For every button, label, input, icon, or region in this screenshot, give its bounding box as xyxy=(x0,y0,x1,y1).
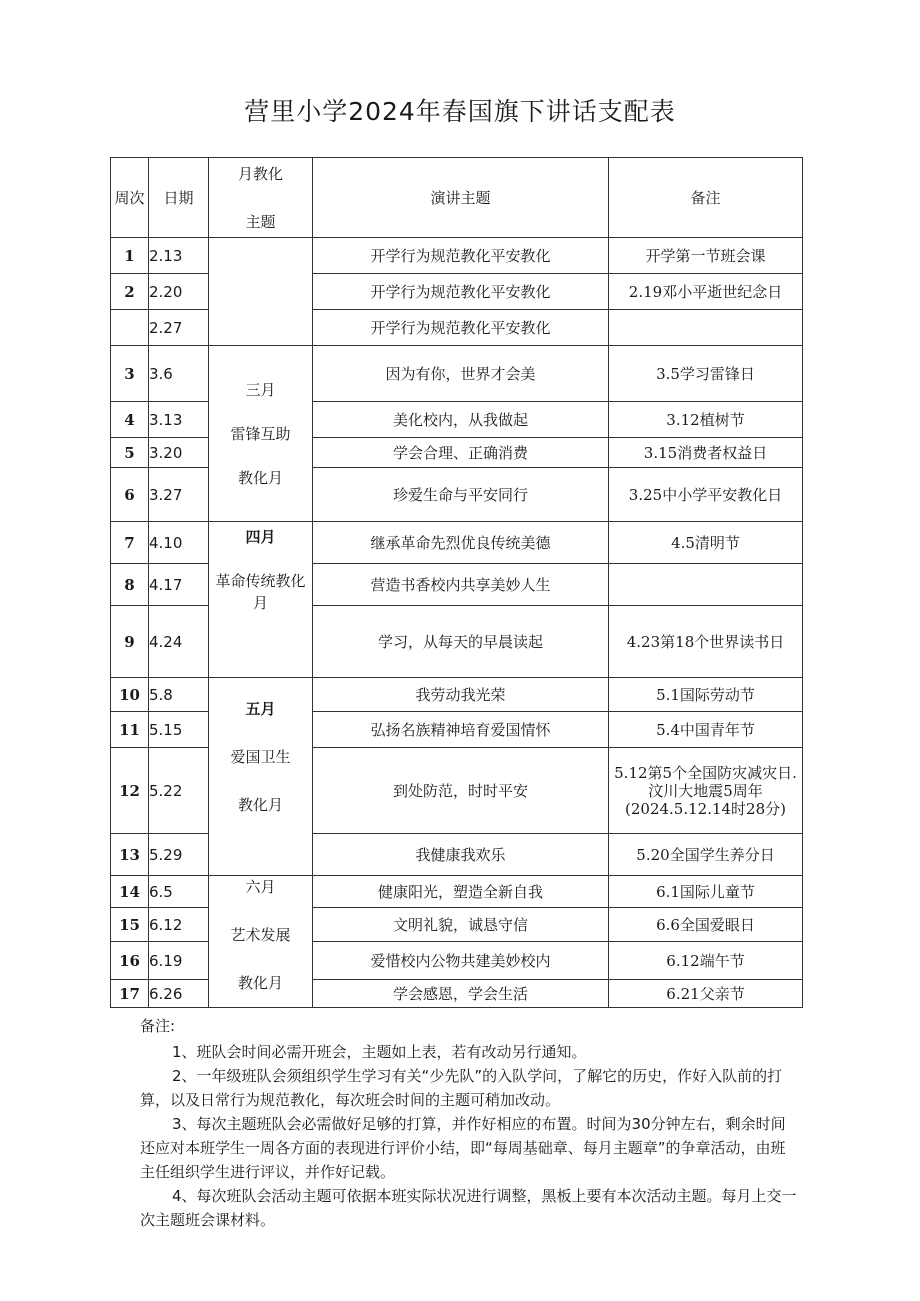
note-cell xyxy=(609,748,803,834)
date-cell: 3.6 xyxy=(149,346,209,402)
note-cell: 3.5学习雷锋日 xyxy=(609,346,803,402)
table-row xyxy=(111,876,803,908)
note-cell: 5.1国际劳动节 xyxy=(609,678,803,712)
notes-label: 备注: xyxy=(140,1017,176,1035)
topic-cell: 学会感恩，学会生活 xyxy=(313,980,609,1008)
note-cell: 3.25中小学平安教化日 xyxy=(609,468,803,522)
week-cell: 5 xyxy=(111,438,149,468)
month-april-line2: 革命传统教化 xyxy=(215,572,306,590)
date-cell: 3.20 xyxy=(149,438,209,468)
date-cell: 2.13 xyxy=(149,238,209,274)
note-item-4: 4、每次班队会活动主题可依据本班实际状况进行调整，黑板上要有本次活动主题。每月上交一次主题班会课材料。 xyxy=(140,1187,797,1229)
topic-cell: 弘扬名族精神培育爱国情怀 xyxy=(313,712,609,748)
week-cell: 13 xyxy=(111,834,149,876)
header-date: 日期 xyxy=(149,158,209,238)
date-cell: 6.5 xyxy=(149,876,209,908)
topic-cell: 学会合理、正确消费 xyxy=(313,438,609,468)
date-cell: 5.29 xyxy=(149,834,209,876)
schedule-table xyxy=(110,157,803,1008)
date-cell: 3.27 xyxy=(149,468,209,522)
week-cell: 2 xyxy=(111,274,149,310)
topic-cell: 开学行为规范教化平安教化 xyxy=(313,274,609,310)
week-cell: 16 xyxy=(111,942,149,980)
month-theme-feb xyxy=(209,238,313,346)
topic-cell: 因为有你，世界才会美 xyxy=(313,346,609,402)
date-cell: 6.26 xyxy=(149,980,209,1008)
note-cell: 5.20全国学生养分日 xyxy=(609,834,803,876)
date-cell: 4.24 xyxy=(149,606,209,678)
topic-cell: 我健康我欢乐 xyxy=(313,834,609,876)
header-month-line2: 主题 xyxy=(245,212,276,231)
note-cell: 3.12植树节 xyxy=(609,402,803,438)
notes-section xyxy=(140,1014,800,1232)
month-june-line3: 教化月 xyxy=(237,974,283,992)
month-theme-june xyxy=(209,876,313,1008)
note-cell: 6.6全国爱眼日 xyxy=(609,908,803,942)
header-week: 周次 xyxy=(111,158,149,238)
topic-cell: 健康阳光，塑造全新自我 xyxy=(313,876,609,908)
table-header-row xyxy=(111,158,803,238)
date-cell: 2.20 xyxy=(149,274,209,310)
month-theme-march xyxy=(209,346,313,522)
topic-cell: 继承革命先烈优良传统美德 xyxy=(313,522,609,564)
topic-cell: 爱惜校内公物共建美妙校内 xyxy=(313,942,609,980)
topic-cell: 营造书香校内共享美妙人生 xyxy=(313,564,609,606)
note-cell: 2.19邓小平逝世纪念日 xyxy=(609,274,803,310)
header-topic: 演讲主题 xyxy=(313,158,609,238)
week-cell: 12 xyxy=(111,748,149,834)
month-june-line2: 艺术发展 xyxy=(230,926,291,944)
date-cell: 6.19 xyxy=(149,942,209,980)
table-row xyxy=(111,678,803,712)
month-may-line2: 爱国卫生 xyxy=(230,748,291,766)
date-cell: 5.22 xyxy=(149,748,209,834)
note-line: (2024.5.12.14时28分) xyxy=(625,799,786,818)
header-month-theme xyxy=(209,158,313,238)
date-cell: 2.27 xyxy=(149,310,209,346)
topic-cell: 开学行为规范教化平安教化 xyxy=(313,238,609,274)
month-may-line3: 教化月 xyxy=(237,796,283,814)
note-cell: 6.12端午节 xyxy=(609,942,803,980)
month-may-line1: 五月 xyxy=(245,700,276,718)
week-cell: 10 xyxy=(111,678,149,712)
table-row xyxy=(111,238,803,274)
note-cell: 4.5清明节 xyxy=(609,522,803,564)
note-line: 5.12第5个全国防灾减灾日. xyxy=(614,763,797,782)
header-note: 备注 xyxy=(609,158,803,238)
table-row xyxy=(111,346,803,402)
note-cell: 6.21父亲节 xyxy=(609,980,803,1008)
topic-cell: 学习，从每天的早晨读起 xyxy=(313,606,609,678)
date-cell: 4.10 xyxy=(149,522,209,564)
week-cell: 1 xyxy=(111,238,149,274)
date-cell: 4.17 xyxy=(149,564,209,606)
note-cell: 3.15消费者权益日 xyxy=(609,438,803,468)
topic-cell: 我劳动我光荣 xyxy=(313,678,609,712)
month-theme-may xyxy=(209,678,313,876)
date-cell: 5.15 xyxy=(149,712,209,748)
week-cell: 11 xyxy=(111,712,149,748)
month-april-line3: 月 xyxy=(252,594,268,612)
month-march-line1: 三月 xyxy=(245,380,276,399)
week-cell: 7 xyxy=(111,522,149,564)
header-month-line1: 月教化 xyxy=(237,164,283,183)
month-april-line1: 四月 xyxy=(245,528,276,546)
topic-cell: 美化校内，从我做起 xyxy=(313,402,609,438)
week-cell: 15 xyxy=(111,908,149,942)
note-line: 汶川大地震5周年 xyxy=(648,781,763,800)
topic-cell: 到处防范，时时平安 xyxy=(313,748,609,834)
note-item-2: 2、一年级班队会须组织学生学习有关“少先队”的入队学问，了解它的历史，作好入队前的打算，以及日常行为规范教化，每次班会时间的主题可稍加改动。 xyxy=(140,1067,783,1109)
week-cell: 4 xyxy=(111,402,149,438)
note-cell: 6.1国际儿童节 xyxy=(609,876,803,908)
note-item-1: 1、班队会时间必需开班会，主题如上表，若有改动另行通知。 xyxy=(172,1043,587,1061)
week-cell: 17 xyxy=(111,980,149,1008)
month-theme-april xyxy=(209,522,313,678)
week-cell: 9 xyxy=(111,606,149,678)
week-cell: 6 xyxy=(111,468,149,522)
date-cell: 5.8 xyxy=(149,678,209,712)
table-row xyxy=(111,522,803,564)
date-cell: 3.13 xyxy=(149,402,209,438)
topic-cell: 文明礼貌，诚恳守信 xyxy=(313,908,609,942)
week-cell: 14 xyxy=(111,876,149,908)
week-cell xyxy=(111,310,149,346)
page-title: 营里小学2024年春国旗下讲话支配表 xyxy=(244,97,676,126)
date-cell: 6.12 xyxy=(149,908,209,942)
topic-cell: 珍爱生命与平安同行 xyxy=(313,468,609,522)
month-march-line3: 教化月 xyxy=(237,468,283,487)
note-cell: 5.4中国青年节 xyxy=(609,712,803,748)
week-cell: 8 xyxy=(111,564,149,606)
note-cell: 开学第一节班会课 xyxy=(609,238,803,274)
month-march-line2: 雷锋互助 xyxy=(230,424,291,443)
note-cell xyxy=(609,310,803,346)
note-cell xyxy=(609,564,803,606)
note-item-3: 3、每次主题班队会必需做好足够的打算，并作好相应的布置。时间为30分钟左右，剩余时间还应对本班学生一周各方面的表现进行评价小结，即“每周基础章、每月主题章”的争章活动，由班主任组织学生进行评议，并作好记载。 xyxy=(140,1115,786,1181)
topic-cell: 开学行为规范教化平安教化 xyxy=(313,310,609,346)
month-june-line1: 六月 xyxy=(245,878,276,896)
week-cell: 3 xyxy=(111,346,149,402)
note-cell: 4.23第18个世界读书日 xyxy=(609,606,803,678)
